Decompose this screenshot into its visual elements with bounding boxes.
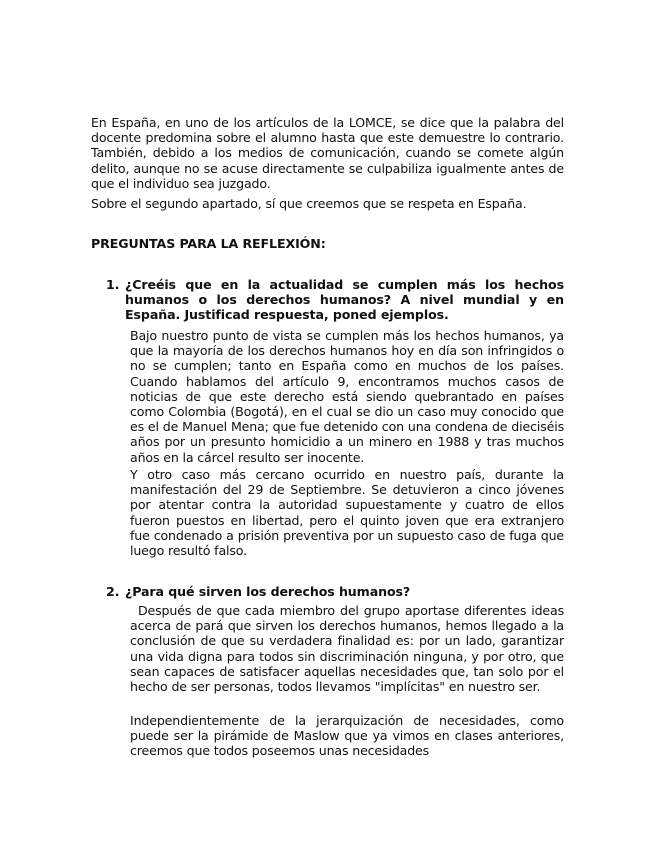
intro-paragraph-second: Sobre el segundo apartado, sí que creemos que se respeta en España. bbox=[91, 196, 527, 211]
question-number: 1. bbox=[106, 277, 120, 292]
answer-paragraph: Independientemente de la jerarquización de necesidades, como puede ser la pirámide de Maslow que ya vimos en clases anteriores, creemos que todos poseemos unas necesidades bbox=[130, 713, 564, 759]
question-2 bbox=[106, 584, 564, 599]
answer-paragraph: Bajo nuestro punto de vista se cumplen más los hechos humanos, ya que la mayoría de los derechos humanos hoy en día son infringidos o no se cumplen; tanto en España como en muchos de los países. Cuando hablamos del artículo 9, encontramos muchos casos de noticias de que este derecho está siendo quebrantado en países como Colombia (Bogotá), en el cual se dio un caso muy conocido que es el de Manuel Mena; que fue detenido con una condena de dieciséis años por un presunto homicidio a un minero en 1988 y tras muchos años en la cárcel resulto ser inocente. bbox=[130, 328, 564, 465]
question-1 bbox=[106, 277, 564, 323]
answer-paragraph: Después de que cada miembro del grupo aportase diferentes ideas acerca de pará que sirven los derechos humanos, hemos llegado a la conclusión de que su verdadera finalidad es: por un lado, garantizar una vida digna para todos sin discriminación ninguna, y por otro, que sean capaces de satisfacer aquellas necesidades que, tan solo por el hecho de ser personas, todos llevamos "implícitas" en nuestro ser. bbox=[130, 603, 564, 695]
question-text: ¿Para qué sirven los derechos humanos? bbox=[125, 584, 411, 599]
question-number: 2. bbox=[106, 584, 120, 599]
question-text: ¿Creéis que en la actualidad se cumplen más los hechos humanos o los derechos humanos? A nivel mundial y en España. Justificad respuesta, poned ejemplos. bbox=[125, 277, 564, 323]
intro-paragraph: En España, en uno de los artículos de la LOMCE, se dice que la palabra del docente predomina sobre el alumno hasta que este demuestre lo contrario. También, debido a los medios de comunicación, cuando se comete algún delito, aunque no se acuse directamente se culpabiliza igualmente antes de que el individuo sea juzgado. bbox=[91, 115, 564, 191]
section-heading: PREGUNTAS PARA LA REFLEXIÓN: bbox=[91, 236, 326, 251]
answer-paragraph: Y otro caso más cercano ocurrido en nuestro país, durante la manifestación del 29 de Septiembre. Se detuvieron a cinco jóvenes por atentar contra la autoridad supuestamente y cuatro de ellos fueron puestos en libertad, pero el quinto joven que era extranjero fue condenado a prisión preventiva por un supuesto caso de fuga que luego resultó falso. bbox=[130, 467, 564, 559]
